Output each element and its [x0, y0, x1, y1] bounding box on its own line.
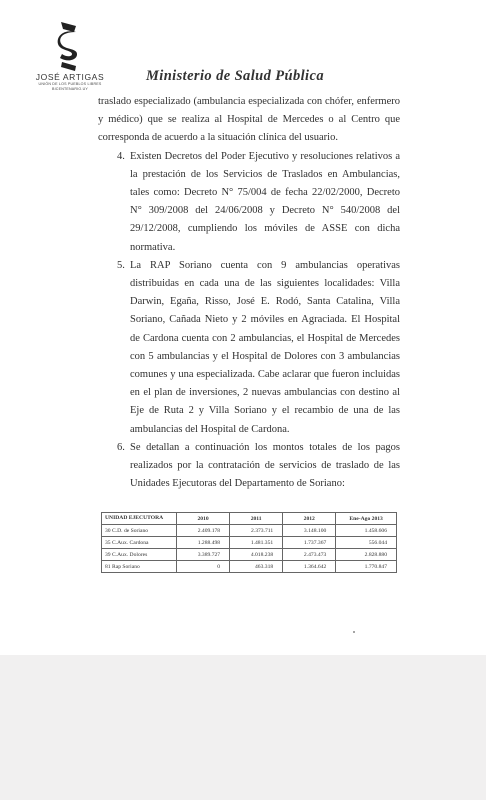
table-cell: 2.473.473	[283, 549, 336, 561]
table-cell: 1.288.498	[177, 537, 230, 549]
table-cell: 2.373.711	[230, 525, 283, 537]
table-cell: 3.389.727	[177, 549, 230, 561]
list-item-text: La RAP Soriano cuenta con 9 ambulancias operativas distribuidas en cada una de las siguientes localidades: Villa Darwin, Egaña, Risso, José E. Rodó, Santa Catalina, Villa Soriano, Cañada Nieto y 2 móviles en Agraciada. El Hospital de Cardona cuenta con 2 ambulancias, el Hospital de Mercedes con 5 ambulancias y el Hospital de Dolores con 3 ambulancias comunes y una especializada. Cabe aclarar que fueron incluidas en el plan de inversiones, 2 nuevas ambulancias con destino al Eje de Ruta 2 y Villa Soriano y el recambio de una de las ambulancias del Hospital de Cardona.	[130, 259, 400, 435]
table-cell: 1.770.847	[336, 561, 397, 573]
list-item-text: Existen Decretos del Poder Ejecutivo y resoluciones relativos a la prestación de los Servicios de Traslados en Ambulancias, tales como: Decreto N° 75/004 de fecha 22/02/2000, Decreto N° 309/2008 del 24/06/2008 y Decreto N° 540/2008 del 29/12/2008, cumpliendo los móviles de ASSE con dicha normativa.	[130, 150, 400, 253]
table-cell: 2.409.178	[177, 525, 230, 537]
logo-caption	[30, 72, 110, 92]
ministry-title: Ministerio de Salud Pública	[146, 68, 324, 84]
table-cell: 81 Rap Soriano	[102, 561, 177, 573]
table-cell: 1.737.367	[283, 537, 336, 549]
table-cell: 1.458.606	[336, 525, 397, 537]
table-cell: 2.828.880	[336, 549, 397, 561]
column-header: 2010	[177, 513, 230, 525]
table-cell: 1.481.351	[230, 537, 283, 549]
column-header: 2012	[283, 513, 336, 525]
list-item-number: 6.	[117, 441, 125, 453]
list-item-text: Se detallan a continuación los montos totales de los pagos realizados por la contratación de servicios de traslado de las Unidades Ejecutoras del Departamento de Soriano:	[130, 441, 400, 490]
list-item	[98, 257, 400, 439]
column-header: UNIDAD EJECUTORA	[102, 513, 177, 525]
document-body	[98, 93, 400, 493]
table-cell: 556.044	[336, 537, 397, 549]
table-header-row	[102, 513, 397, 525]
column-header: Ene-Ago 2013	[336, 513, 397, 525]
table-cell: 30 C.D. de Soriano	[102, 525, 177, 537]
logo-website: BICENTENARIO.UY	[52, 87, 88, 91]
list-item-number: 4.	[117, 150, 125, 162]
list-item	[98, 148, 400, 257]
column-header: 2011	[230, 513, 283, 525]
table-cell: 3.148.100	[283, 525, 336, 537]
table-cell: 1.364.642	[283, 561, 336, 573]
intro-paragraph: traslado especializado (ambulancia especializada con chófer, enfermero y médico) que se realiza al Hospital de Mercedes o al Centro que corresponda de acuerdo a la situación clínica del usuario.	[98, 96, 400, 144]
table-cell: 463.318	[230, 561, 283, 573]
payments-table	[101, 512, 397, 573]
table-row	[102, 525, 397, 537]
table-row	[102, 561, 397, 573]
table-cell: 0	[177, 561, 230, 573]
list-item-number: 5.	[117, 259, 125, 271]
table-cell: 35 C.Aux. Cardona	[102, 537, 177, 549]
table-cell: 4.018.238	[230, 549, 283, 561]
logo-subtitle: UNIÓN DE LOS PUEBLOS LIBRES	[38, 82, 102, 86]
list-item	[98, 439, 400, 494]
artigas-logo-icon	[56, 20, 82, 72]
table-row	[102, 537, 397, 549]
scan-speck	[353, 631, 355, 633]
table-cell: 39 C.Aux. Dolores	[102, 549, 177, 561]
table-row	[102, 549, 397, 561]
logo-name: JOSÉ ARTIGAS	[35, 72, 105, 82]
